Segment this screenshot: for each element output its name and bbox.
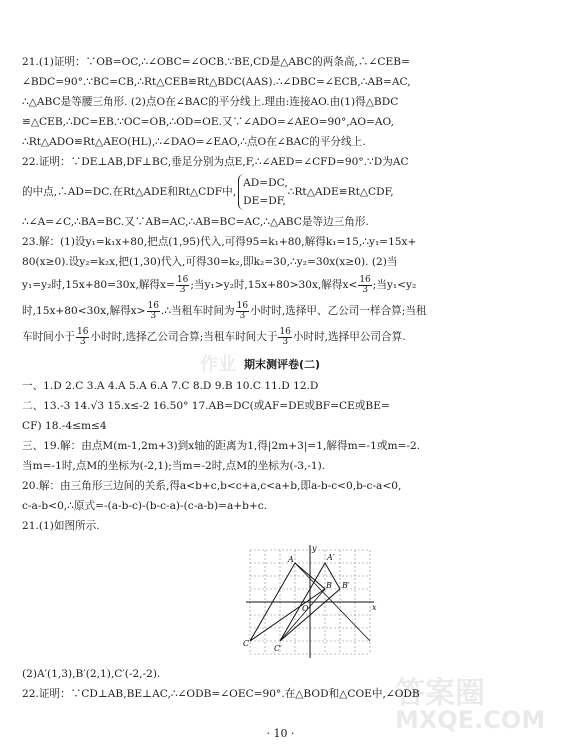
fraction-denominator: 3	[79, 336, 86, 347]
text-fragment: 小时时,选择甲公司合算.	[292, 331, 406, 343]
point-label-c-prime: C′	[274, 644, 282, 653]
watermark: MXQE.COM	[395, 706, 546, 734]
fraction-denominator: 3	[239, 310, 246, 321]
text-line	[22, 298, 542, 324]
fraction	[147, 302, 160, 321]
fraction	[76, 328, 89, 347]
fraction-denominator: 3	[362, 284, 368, 295]
fraction-numerator: 16	[279, 326, 291, 337]
axis-label-y: y	[312, 544, 317, 553]
point-label-a-prime: A′	[327, 553, 335, 562]
text-line: (2)A′(1,3),B′(2,1),C′(-2,-2).	[22, 668, 161, 680]
text-line: 一、1.D 2.C 3.A 4.A 5.A 6.A 7.C 8.D 9.B 10.C 11.D 12.D	[22, 380, 319, 392]
point-label-a: A	[288, 555, 294, 564]
text-line	[22, 172, 542, 212]
point-label-b-prime: B′	[342, 581, 350, 590]
text-fragment: 的中点,∴AD=DC.在Rt△ADE和Rt△CDF中,	[22, 186, 237, 198]
point-label-b: B	[326, 581, 332, 590]
text-fragment: .∴当租车时间为	[160, 305, 235, 317]
text-line: ∴Rt△ADO≌Rt△AEO(HL),∴∠DAO=∠EAO,∴点O在∠BAC的平分线上.	[22, 136, 366, 148]
fraction	[176, 276, 189, 295]
text-fragment: y₁=y₂时,15x+80=30x,解得x=	[22, 279, 175, 291]
text-fragment: ;当y₁<y₂	[372, 279, 417, 291]
fraction-numerator: 16	[236, 300, 249, 311]
section-title: 期末测评卷(二)	[243, 358, 321, 371]
text-line: 21.(1)如图所示.	[22, 520, 100, 532]
text-line: ≌△CEB,∴DC=EB.∵OC=OB,∴OD=OE.又∵∠ADO=∠AEO=90°,AO=AO,	[22, 116, 394, 128]
text-line: 22.证明：∵CD⊥AB,BE⊥AC,∴∠ODB=∠OEC=90°.在△BOD和△COE中,∠ODB	[22, 688, 420, 700]
fraction	[278, 328, 291, 347]
text-line: 80(x≥0).设y₂=k₂x,把(1,30)代入,可得30=k₂,即k₂=30,∴y₂=30x(x≥0). (2)当	[22, 256, 398, 268]
text-line: 20.解：由三角形三边间的关系,得a<b+c,b<c+a,c<a+b,即a-b-c<0,b-c-a<0,	[22, 480, 402, 492]
fraction-denominator: 3	[179, 284, 186, 295]
watermark: 答案圈	[395, 676, 485, 711]
fraction-numerator: 16	[176, 274, 189, 285]
fraction-numerator: 16	[76, 326, 89, 337]
coordinate-figure	[240, 542, 380, 660]
text-line: 21.(1)证明：∵OB=OC,∴∠OBC=∠OCB.∵BE,CD是△ABC的两条高,∴∠CEB=	[22, 56, 410, 68]
fraction	[236, 302, 249, 321]
fraction-denominator: 3	[282, 336, 289, 347]
origin-label: O	[302, 604, 309, 613]
text-line: c-a-b<0,∴原式=-(a-b-c)-(b-c-a)-(c-a-b)=a+b+c.	[22, 500, 268, 512]
text-line: 三、19.解：由点M(m-1,2m+3)到x轴的距离为1,得|2m+3|=1,解得m=-1或m=-2.	[22, 440, 421, 452]
text-fragment: 车时间小于	[22, 331, 75, 343]
fraction-numerator: 16	[359, 274, 371, 285]
watermark: 作业	[200, 354, 236, 375]
text-fragment: 小时时,选择乙公司合算;当租车时间大于	[90, 331, 278, 343]
text-line	[22, 272, 542, 298]
text-fragment: ;当y₁>y₂时,15x+80>30x,解得x<	[190, 279, 358, 291]
text-line: ∠BDC=90°.∵BC=CB,∴Rt△CEB≌Rt△BDC(AAS).∴∠DBC=∠ECB,∴AB=AC,	[22, 76, 411, 88]
text-line	[22, 324, 542, 350]
page-number: · 10 ·	[266, 727, 295, 740]
text-line: ∴△ABC是等腰三角形. (2)点O在∠BAC的平分线上.理由:连接AO.由(1)得△BDC	[22, 96, 399, 108]
equation: AD=DC,	[243, 177, 288, 189]
text-fragment: 时,15x+80<30x,解得x>	[22, 305, 146, 317]
point-label-c: C	[243, 639, 250, 648]
answer-page	[22, 52, 542, 704]
axis-label-x: x	[372, 603, 377, 612]
text-fragment: ∴Rt△ADE≌Rt△CDF,	[287, 186, 394, 198]
text-fragment: 小时时,选择甲、乙公司一样合算;当租	[250, 305, 427, 317]
fraction	[358, 276, 371, 295]
equation: DE=DF,	[243, 195, 286, 207]
text-line: 23.解：(1)设y₁=k₁x+80,把点(1,95)代入,可得95=k₁+80,解得k₁=15,∴y₁=15x+	[22, 236, 417, 248]
text-line: ∴∠A=∠C,∴BA=BC.又∵AB=AC,∴AB=BC=AC,∴△ABC是等边三角形.	[22, 216, 369, 228]
text-line: CF) 18.-4≤m≤4	[22, 420, 107, 432]
text-line: 当m=-1时,点M的坐标为(-2,1);当m=-2时,点M的坐标为(-3,-1).	[22, 460, 326, 472]
grid-diagram	[240, 542, 380, 660]
fraction-numerator: 16	[147, 300, 159, 311]
text-line: 二、13.-3 14.√3 15.x≤-2 16.50° 17.AB=DC(或AF=DE或BF=CE或BE=	[22, 400, 390, 412]
text-line: 22.证明：∵DE⊥AB,DF⊥BC,垂足分别为点E,F,∴∠AED=∠CFD=90°.∵D为AC	[22, 156, 409, 168]
fraction-denominator: 3	[150, 310, 157, 321]
equation-system	[238, 174, 288, 210]
